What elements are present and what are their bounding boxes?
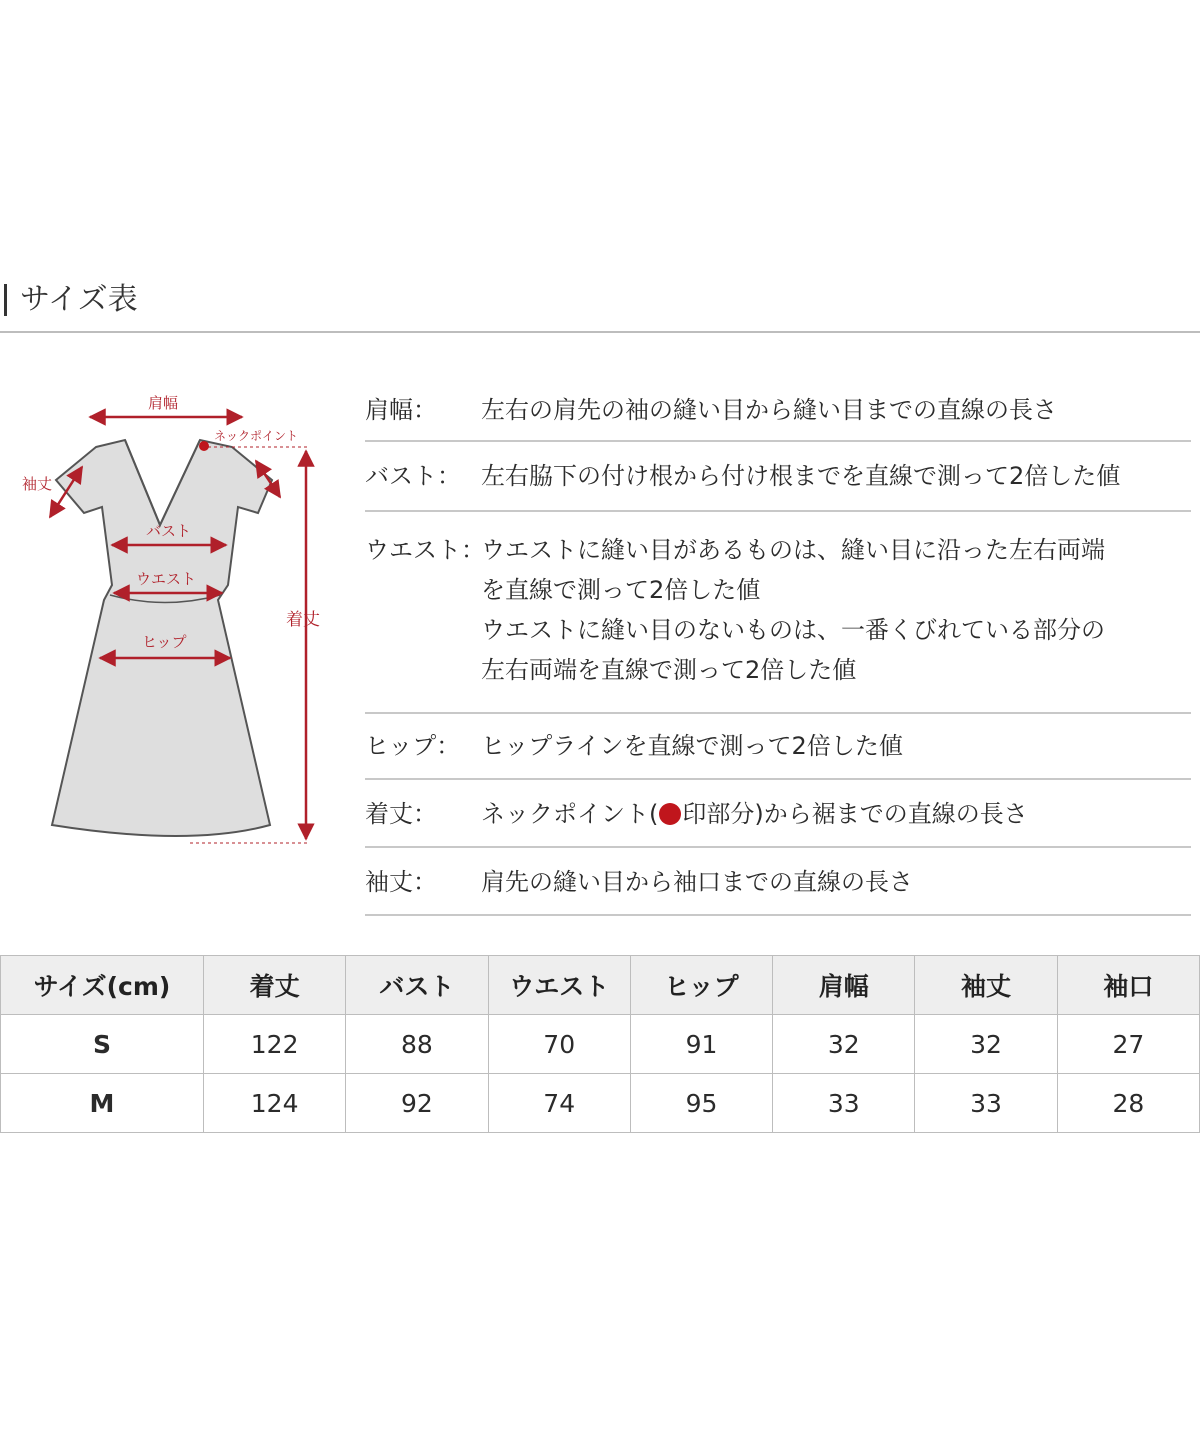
size-table <box>0 955 1200 1133</box>
column-header: 袖丈 <box>915 956 1057 1015</box>
table-cell: 91 <box>630 1015 772 1074</box>
definition-line: 左右の肩先の袖の縫い目から縫い目までの直線の長さ <box>481 396 1057 424</box>
column-header: ヒップ <box>630 956 772 1015</box>
definition-line: ウエストに縫い目のないものは、一番くびれている部分の <box>481 616 1105 644</box>
table-cell: 33 <box>773 1074 915 1133</box>
table-cell: 74 <box>488 1074 630 1133</box>
bust-label: バスト <box>146 522 192 540</box>
table-row <box>1 1015 1200 1074</box>
definition-row <box>365 714 1191 780</box>
column-header: ウエスト <box>488 956 630 1015</box>
neck-point-dot <box>199 441 209 451</box>
definition-term: バスト： <box>365 462 461 490</box>
column-header: 袖口 <box>1057 956 1199 1015</box>
table-row <box>1 1074 1200 1133</box>
table-cell-size: M <box>1 1074 204 1133</box>
shoulder-label: 肩幅 <box>148 394 179 412</box>
definition-text <box>481 442 1191 496</box>
definition-row <box>365 512 1191 714</box>
table-cell: 32 <box>915 1015 1057 1074</box>
waist-label: ウエスト <box>136 570 197 588</box>
table-cell-size: S <box>1 1015 204 1074</box>
definition-line: ウエストに縫い目があるものは、縫い目に沿った左右両端 <box>481 536 1105 564</box>
definition-row <box>365 780 1191 848</box>
definition-row <box>365 442 1191 512</box>
column-header: 肩幅 <box>773 956 915 1015</box>
table-header-row <box>1 956 1200 1015</box>
definition-term: 肩幅： <box>365 396 437 424</box>
table-cell: 122 <box>204 1015 346 1074</box>
section-header <box>0 278 1200 322</box>
table-cell: 70 <box>488 1015 630 1074</box>
definition-text-before: ネックポイント( <box>481 800 659 828</box>
dress-measurement-diagram <box>0 385 340 865</box>
definition-text <box>481 714 1191 766</box>
definition-line: 左右両端を直線で測って2倍した値 <box>481 656 857 684</box>
section-title: サイズ表 <box>20 282 138 317</box>
table-cell: 95 <box>630 1074 772 1133</box>
title-bar <box>4 284 7 316</box>
definition-text <box>481 380 1191 430</box>
dress-diagram-svg <box>0 385 340 865</box>
definition-line: ヒップラインを直線で測って2倍した値 <box>481 732 903 760</box>
definition-text-after: 印部分)から裾までの直線の長さ <box>682 800 1028 828</box>
table-cell: 92 <box>346 1074 488 1133</box>
definition-row <box>365 380 1191 442</box>
column-header: 着丈 <box>204 956 346 1015</box>
table-cell: 33 <box>915 1074 1057 1133</box>
column-header: サイズ(cm) <box>1 956 204 1015</box>
definition-line <box>481 794 1191 834</box>
measurement-definitions <box>365 380 1191 916</box>
definition-term: 袖丈： <box>365 868 437 896</box>
column-header: バスト <box>346 956 488 1015</box>
table-cell: 27 <box>1057 1015 1199 1074</box>
definition-line: を直線で測って2倍した値 <box>481 576 761 604</box>
table-cell: 32 <box>773 1015 915 1074</box>
definition-term: 着丈： <box>365 800 437 828</box>
table-cell: 124 <box>204 1074 346 1133</box>
definition-term: ウエスト： <box>365 536 485 564</box>
definition-row <box>365 848 1191 916</box>
table-cell: 28 <box>1057 1074 1199 1133</box>
length-label: 着丈 <box>286 610 320 630</box>
table-cell: 88 <box>346 1015 488 1074</box>
definition-line: 左右脇下の付け根から付け根までを直線で測って2倍した値 <box>481 462 1121 490</box>
definition-text <box>481 848 1191 902</box>
red-dot-icon <box>659 803 681 825</box>
sleeve-label: 袖丈 <box>22 475 53 493</box>
neck-point-label: ネックポイント <box>214 429 299 443</box>
definition-text <box>481 780 1191 834</box>
definition-line: 肩先の縫い目から袖口までの直線の長さ <box>481 868 913 896</box>
definition-text <box>481 512 1191 690</box>
definition-term: ヒップ： <box>365 732 461 760</box>
hip-label: ヒップ <box>142 633 187 651</box>
title-divider <box>0 331 1200 333</box>
